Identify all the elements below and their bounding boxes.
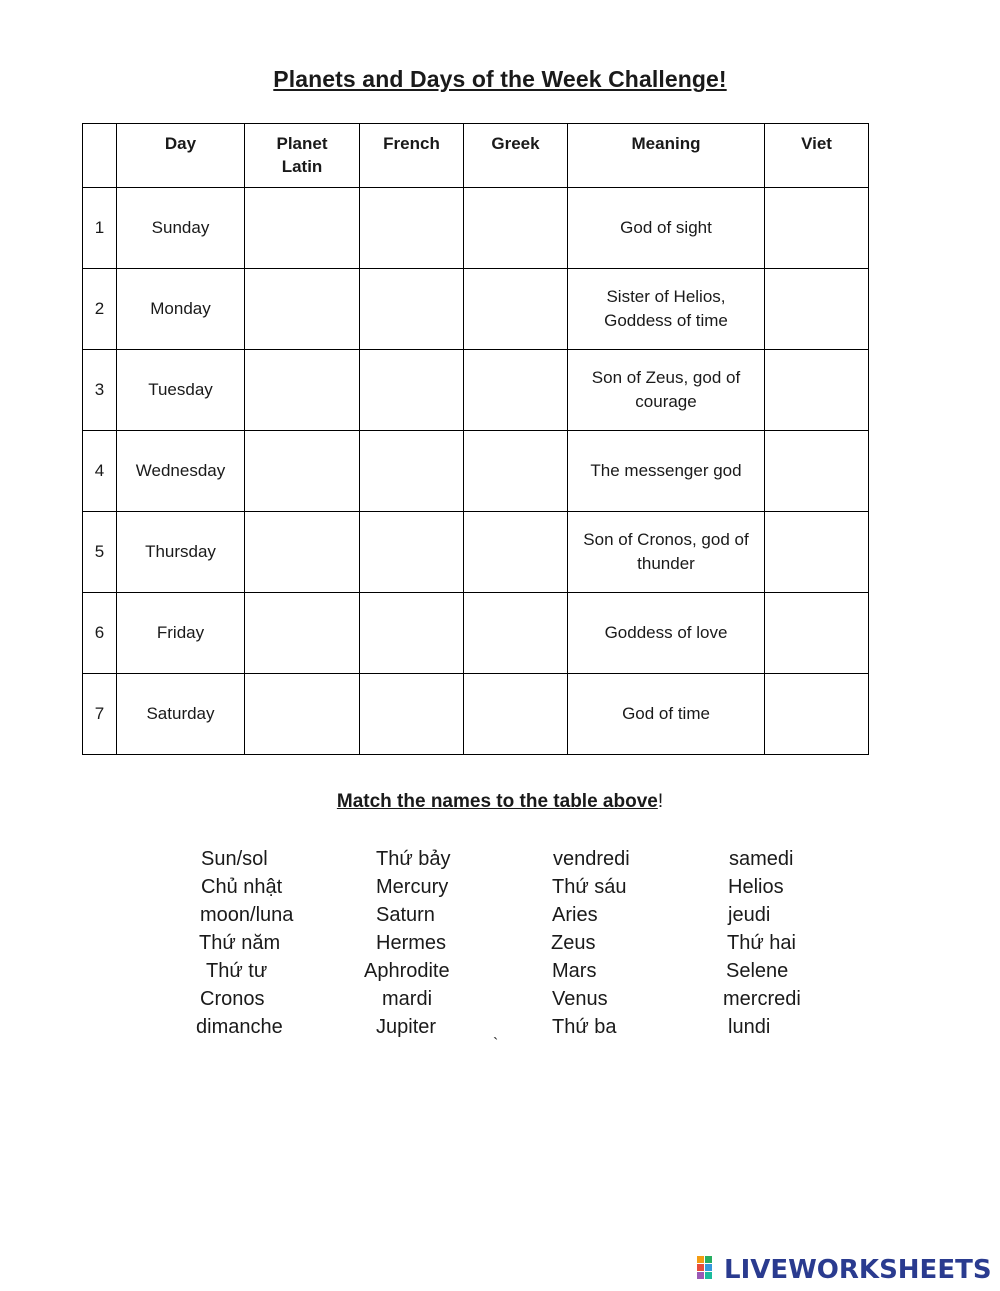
cell-day: Thursday [117, 512, 245, 593]
cell-planet[interactable] [245, 350, 360, 431]
table-row [83, 350, 869, 431]
match-instructions-exclaim: ! [657, 791, 664, 812]
cell-greek[interactable] [464, 512, 568, 593]
cell-planet[interactable] [245, 188, 360, 269]
word-bank-item[interactable]: Selene [726, 960, 789, 982]
liveworksheets-logo-text: LIVEWORKSHEETS [724, 1255, 992, 1285]
cell-viet[interactable] [765, 593, 869, 674]
header-day-label: Day [164, 134, 197, 153]
word-bank-item[interactable]: Helios [728, 876, 784, 898]
cell-greek[interactable] [464, 674, 568, 755]
word-bank-item[interactable]: Hermes [376, 932, 447, 954]
cell-greek[interactable] [464, 431, 568, 512]
cell-french[interactable] [360, 674, 464, 755]
stray-mark: ` [493, 1036, 499, 1053]
cell-viet[interactable] [765, 350, 869, 431]
cell-meaning: The messenger god [568, 431, 765, 512]
liveworksheets-logo [697, 1253, 992, 1287]
table-row [83, 674, 869, 755]
cell-num: 1 [83, 188, 117, 269]
cell-planet[interactable] [245, 431, 360, 512]
cell-meaning: Goddess of love [568, 593, 765, 674]
word-bank-item[interactable]: Zeus [551, 932, 596, 954]
table-row [83, 512, 869, 593]
header-planet-latin [245, 124, 360, 188]
cell-planet[interactable] [245, 512, 360, 593]
cell-french[interactable] [360, 593, 464, 674]
cell-day: Friday [117, 593, 245, 674]
cell-day: Monday [117, 269, 245, 350]
word-bank-item[interactable]: Thứ tư [206, 960, 268, 982]
word-bank-item[interactable]: Chủ nhật [201, 876, 283, 898]
cell-french[interactable] [360, 512, 464, 593]
word-bank-item[interactable]: Venus [552, 988, 608, 1010]
cell-viet[interactable] [765, 674, 869, 755]
header-viet-label: Viet [801, 134, 832, 153]
cell-day: Tuesday [117, 350, 245, 431]
table-row [83, 269, 869, 350]
table-row [83, 593, 869, 674]
word-bank-item[interactable]: Jupiter [376, 1016, 437, 1038]
word-bank-item[interactable]: Mars [552, 960, 597, 982]
word-bank-item[interactable]: Thứ bảy [376, 848, 451, 870]
cell-num: 4 [83, 431, 117, 512]
cell-greek[interactable] [464, 188, 568, 269]
cell-num: 3 [83, 350, 117, 431]
worksheet-title: Planets and Days of the Week Challenge! [273, 66, 727, 92]
word-bank-item[interactable]: lundi [728, 1016, 771, 1038]
cell-greek[interactable] [464, 593, 568, 674]
cell-planet[interactable] [245, 269, 360, 350]
match-instructions [0, 791, 1000, 813]
word-bank-item[interactable]: vendredi [553, 848, 630, 870]
word-bank-item[interactable]: Thứ sáu [552, 876, 627, 898]
cell-french[interactable] [360, 350, 464, 431]
cell-planet[interactable] [245, 674, 360, 755]
header-greek-label: Greek [491, 134, 540, 153]
cell-viet[interactable] [765, 512, 869, 593]
header-number [83, 124, 117, 188]
word-bank-item[interactable]: Mercury [376, 876, 449, 898]
cell-num: 5 [83, 512, 117, 593]
word-bank-item[interactable]: samedi [729, 848, 794, 870]
word-bank-item[interactable]: jeudi [728, 904, 771, 926]
header-french [360, 124, 464, 188]
header-meaning [568, 124, 765, 188]
word-bank-item[interactable]: Thứ năm [199, 932, 281, 954]
cell-french[interactable] [360, 431, 464, 512]
cell-num: 2 [83, 269, 117, 350]
match-instructions-text: Match the names to the table above [336, 791, 658, 812]
word-bank-item[interactable]: Thứ ba [552, 1016, 617, 1038]
cell-viet[interactable] [765, 431, 869, 512]
word-bank-item[interactable]: Cronos [200, 988, 265, 1010]
cell-meaning: Son of Zeus, god of courage [568, 350, 765, 431]
word-bank-item[interactable]: Aries [552, 904, 598, 926]
word-bank-item[interactable]: dimanche [196, 1016, 283, 1038]
header-planet-latin-label: Planet Latin [276, 134, 328, 176]
table-row [83, 431, 869, 512]
cell-day: Wednesday [117, 431, 245, 512]
word-bank-item[interactable]: moon/luna [200, 904, 294, 926]
word-bank-item[interactable]: Thứ hai [727, 932, 796, 954]
word-bank-item[interactable]: Sun/sol [201, 848, 268, 870]
word-bank-item[interactable]: mercredi [723, 988, 801, 1010]
cell-french[interactable] [360, 188, 464, 269]
cell-greek[interactable] [464, 350, 568, 431]
cell-num: 6 [83, 593, 117, 674]
header-greek [464, 124, 568, 188]
cell-meaning: Sister of Helios, Goddess of time [568, 269, 765, 350]
word-bank-item[interactable]: Saturn [376, 904, 435, 926]
header-meaning-label: Meaning [631, 134, 701, 153]
cell-viet[interactable] [765, 188, 869, 269]
cell-french[interactable] [360, 269, 464, 350]
header-viet [765, 124, 869, 188]
word-bank-item[interactable]: Aphrodite [364, 960, 450, 982]
cell-viet[interactable] [765, 269, 869, 350]
header-french-label: French [383, 134, 440, 153]
cell-day: Sunday [117, 188, 245, 269]
word-bank-item[interactable]: mardi [382, 988, 433, 1010]
cell-meaning: God of time [568, 674, 765, 755]
liveworksheets-logo-icon [697, 1256, 721, 1284]
planets-table [82, 123, 869, 755]
header-day [117, 124, 245, 188]
table-row [83, 188, 869, 269]
cell-meaning: God of sight [568, 188, 765, 269]
cell-num: 7 [83, 674, 117, 755]
cell-meaning: Son of Cronos, god of thunder [568, 512, 765, 593]
table-header-row [83, 124, 869, 188]
cell-day: Saturday [117, 674, 245, 755]
cell-greek[interactable] [464, 269, 568, 350]
cell-planet[interactable] [245, 593, 360, 674]
